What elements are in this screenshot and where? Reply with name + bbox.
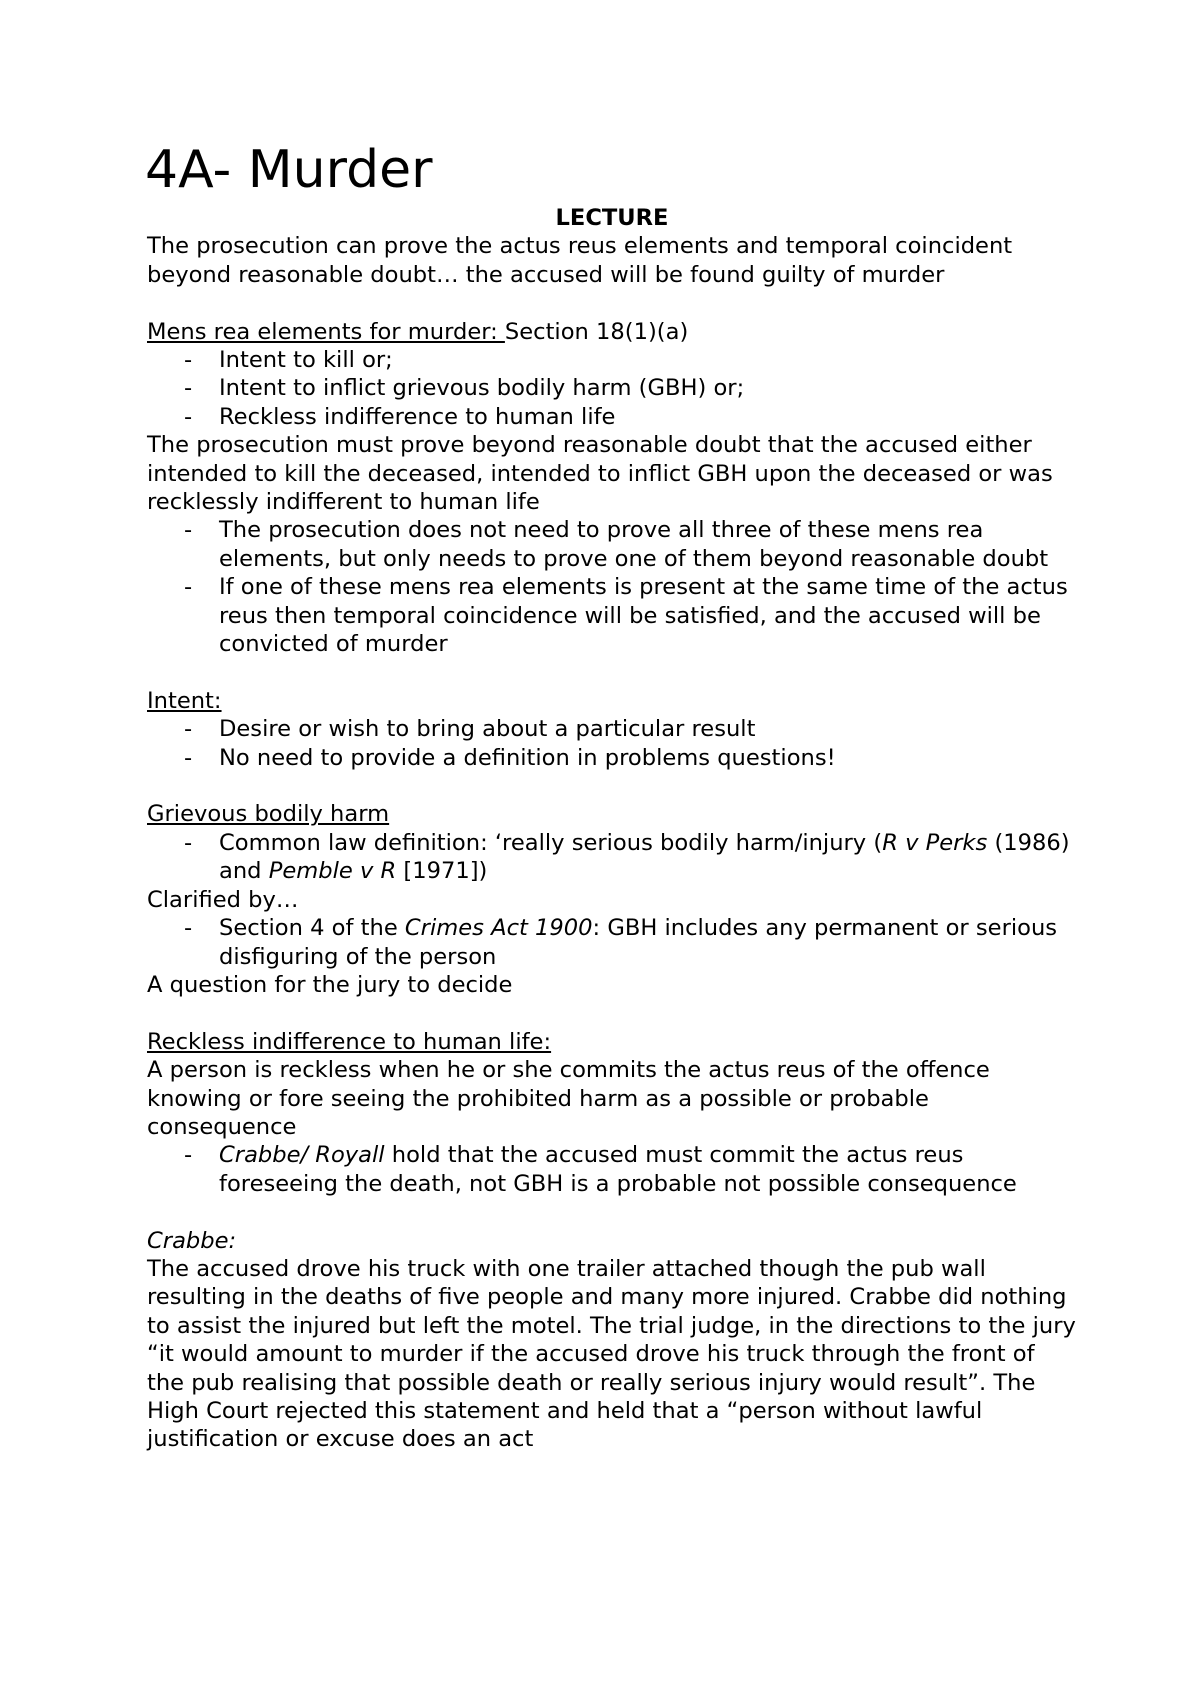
spacer — [147, 289, 1077, 317]
list-item: - Reckless indifference to human life — [147, 403, 1077, 431]
list-item: - No need to provide a definition in problems questions! — [147, 744, 1077, 772]
case-name: Crabbe/ Royall — [219, 1142, 385, 1169]
mens-rea-notes — [147, 516, 1077, 658]
spacer — [147, 658, 1077, 686]
case-name: Pemble v R — [268, 858, 397, 885]
act-name: Crimes Act 1900 — [404, 915, 593, 942]
list-item — [147, 1141, 1077, 1198]
reckless-line — [147, 1028, 1077, 1056]
crabbe-paragraph: The accused drove his truck with one trailer attached though the pub wall resulting in the deaths of five people and many more injured. Crabbe did nothing to assist the injured but left the motel. The trial judge, in the directions to the jury “it would amount to murder if the accused drove his truck through the front of the pub realising that possible death or really serious injury would result”. The High Court rejected this statement and held that a “person without lawful justification or excuse does an act — [147, 1255, 1076, 1453]
intent-list — [147, 715, 1077, 772]
gbh-def-prefix: Common law definition: ‘really serious bodily harm/injury ( — [219, 829, 883, 856]
list-item — [147, 829, 1077, 886]
reckless-list — [147, 1141, 1077, 1198]
mens-rea-paragraph: The prosecution must prove beyond reasonable doubt that the accused either intended to kill the deceased, intended to inflict GBH upon the deceased or was recklessly indifferent to human life — [147, 432, 1053, 516]
document-title: 4A- Murder — [145, 140, 433, 200]
lecture-heading: LECTURE — [555, 205, 669, 231]
intent-heading: Intent: — [147, 687, 222, 714]
gbh-def-mid: (1986) and — [219, 829, 1070, 885]
list-item: - Desire or wish to bring about a particular result — [147, 715, 1077, 743]
intro-paragraph: The prosecution can prove the actus reus elements and temporal coincident beyond reasonable doubt… the accused will be found guilty of murder — [147, 233, 1013, 288]
spacer — [147, 772, 1077, 800]
crabbe-heading: Crabbe: — [147, 1227, 237, 1254]
gbh-s4-list — [147, 914, 1077, 971]
gbh-heading: Grievous bodily harm — [147, 801, 390, 828]
gbh-jury: A question for the jury to decide — [147, 971, 513, 998]
list-item — [147, 914, 1077, 971]
gbh-s4-prefix: Section 4 of the — [219, 915, 405, 942]
gbh-list — [147, 829, 1077, 886]
document-page — [147, 140, 1077, 1454]
gbh-s4-suffix: : GBH includes any permanent or serious disfiguring of the person — [219, 915, 1058, 970]
gbh-line — [147, 800, 1077, 828]
list-item: - Intent to inflict grievous bodily harm (GBH) or; — [147, 374, 1077, 402]
mens-rea-line — [147, 318, 1077, 346]
case-name: R v Perks — [882, 829, 988, 856]
intent-line — [147, 687, 1077, 715]
mens-rea-section: Section 18(1)(a) — [504, 318, 689, 345]
list-item: - If one of these mens rea elements is present at the same time of the actus reus then temporal coincidence will be satisfied, and the accused will be convicted of murder — [147, 573, 1077, 658]
gbh-def-suffix: [1971]) — [396, 858, 488, 885]
list-item: - The prosecution does not need to prove all three of these mens rea elements, but only needs to prove one of them beyond reasonable doubt — [147, 516, 1077, 573]
list-item: - Intent to kill or; — [147, 346, 1077, 374]
mens-rea-list — [147, 346, 1077, 431]
reckless-paragraph: A person is reckless when he or she commits the actus reus of the offence knowing or fore seeing the prohibited harm as a possible or probable consequence — [147, 1057, 990, 1140]
spacer — [147, 1198, 1077, 1226]
reckless-heading: Reckless indifference to human life: — [147, 1028, 552, 1055]
spacer — [147, 999, 1077, 1027]
mens-rea-heading: Mens rea elements for murder: — [147, 318, 505, 345]
reckless-note-text: hold that the accused must commit the actus reus foreseeing the death, not GBH is a probable not possible consequence — [219, 1142, 1017, 1197]
gbh-clarified: Clarified by… — [147, 886, 299, 913]
